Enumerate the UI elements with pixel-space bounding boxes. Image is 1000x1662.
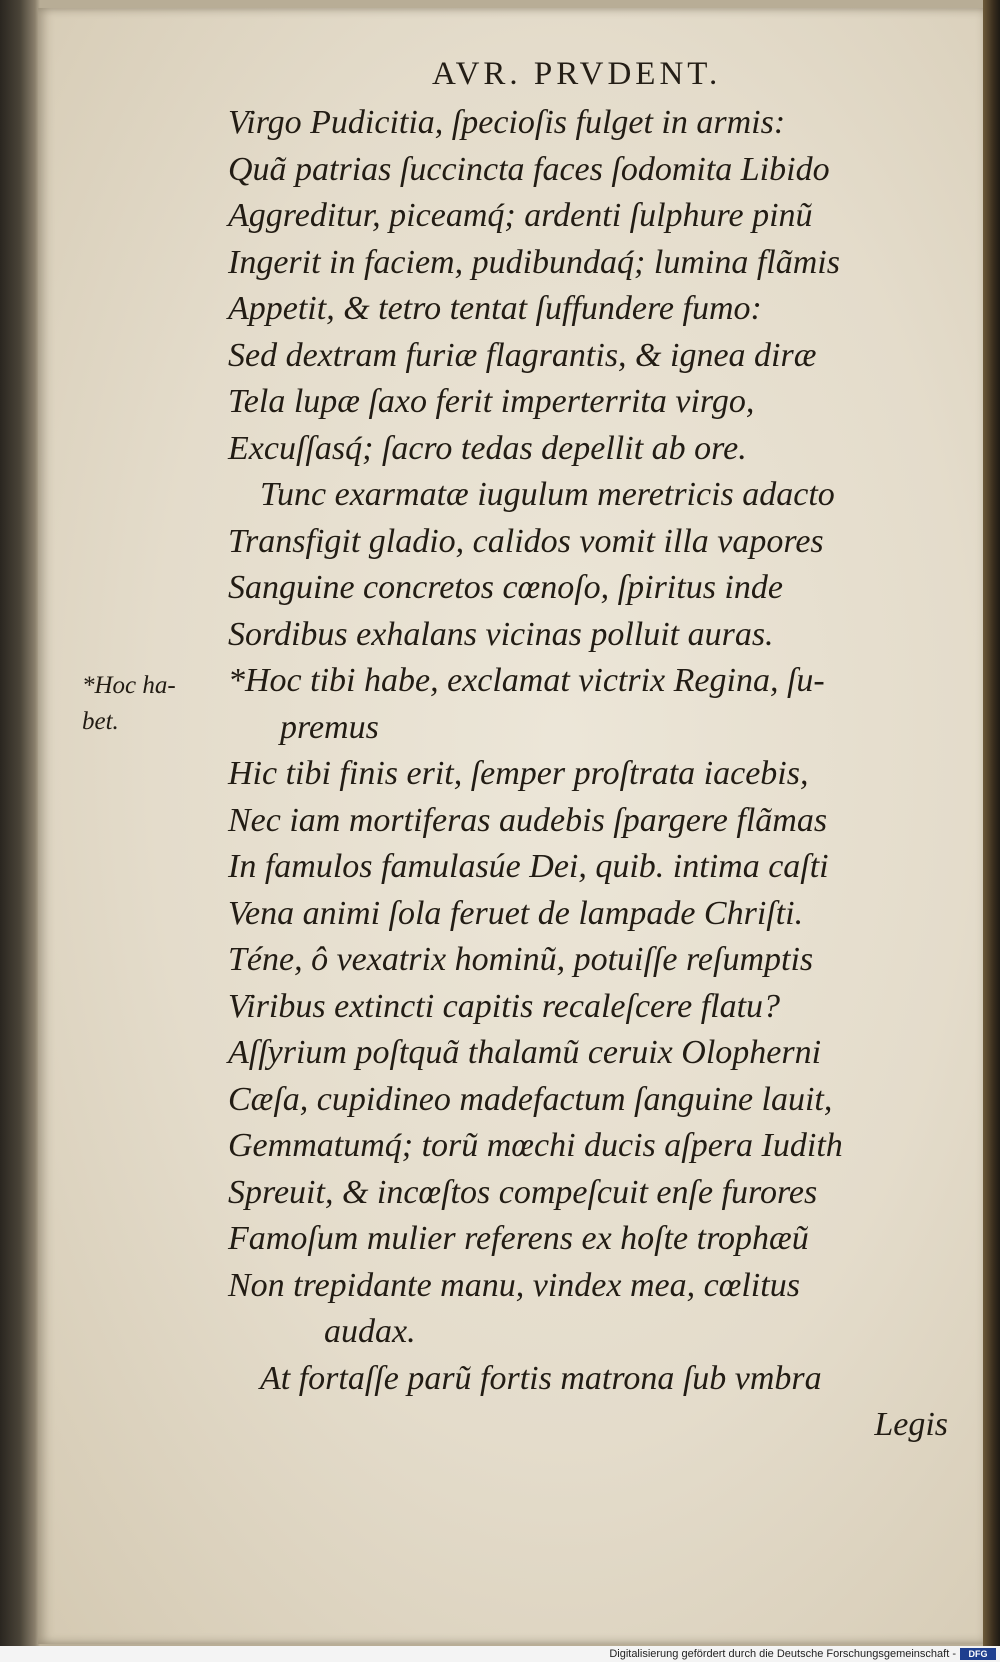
- verse-line: Vena animi ſola feruet de lampade Chriſti.: [228, 894, 804, 932]
- catchword: Legis: [874, 1406, 948, 1443]
- verse-line: In famulos famulasúe Dei, quib. intima caſti: [228, 848, 829, 885]
- verse-line: *Hoc tibi habe, exclamat victrix Regina, ſu-: [228, 662, 825, 699]
- page-edge: [983, 0, 1000, 1646]
- verse-line: Ingerit in faciem, pudibundaq́; lumina flãmis: [228, 243, 840, 281]
- verse-line: Virgo Pudicitia, ſpecioſis fulget in armis:: [228, 104, 786, 141]
- verse-line: At fortaſſe parũ fortis matrona ſub vmbra: [260, 1359, 822, 1397]
- verse-line: Gemmatumq́; torũ mœchi ducis aſpera Iudith: [228, 1127, 843, 1164]
- verse-line: Spreuit, & incœſtos compeſcuit enſe furores: [228, 1173, 818, 1211]
- verse-line: Tunc exarmatæ iugulum meretricis adacto: [260, 476, 835, 513]
- running-title: AVR. PRVDENT.: [432, 56, 722, 92]
- verse-line: Viribus extincti capitis recaleſcere flatu?: [228, 987, 781, 1025]
- verse-line: Tela lupæ ſaxo ferit imperterrita virgo,: [228, 383, 755, 420]
- dfg-logo-icon: DFG: [960, 1648, 996, 1660]
- verse-line: Nec iam mortiferas audebis ſpargere flãmas: [228, 801, 828, 839]
- verse-line: Excuſſasq́; ſacro tedas depellit ab ore.: [228, 429, 747, 467]
- funding-credit: Digitalisierung gefördert durch die Deutsche Forschungsgemeinschaft -: [609, 1648, 956, 1660]
- verse-line: Hic tibi finis erit, ſemper proſtrata iacebis,: [228, 755, 809, 792]
- verse-line: Sordibus exhalans vicinas polluit auras.: [228, 615, 774, 653]
- verse-line: audax.: [324, 1313, 416, 1350]
- verse-line: Sanguine concretos cœnoſo, ſpiritus inde: [228, 569, 783, 606]
- verse-line: Aſſyrium poſtquã thalamũ ceruix Olopherni: [228, 1034, 822, 1071]
- marginal-note-line: bet.: [82, 708, 119, 735]
- verse-line: premus: [280, 708, 379, 746]
- verse-line: Quã patrias ſuccincta faces ſodomita Libido: [228, 150, 830, 188]
- footer-bar: [0, 1646, 1000, 1662]
- verse-line: Aggreditur, piceamq́; ardenti ſulphure pinũ: [228, 197, 813, 234]
- verse-line: Téne, ô vexatrix hominũ, potuiſſe reſumptis: [228, 941, 814, 978]
- verse-text: [228, 100, 968, 1449]
- verse-line: Famoſum mulier referens ex hoſte trophæũ: [228, 1220, 809, 1257]
- verse-line: Cæſa, cupidineo madefactum ſanguine lauit,: [228, 1080, 833, 1118]
- verse-line: Sed dextram furiæ flagrantis, & ignea diræ: [228, 336, 817, 374]
- verse-line: Transfigit gladio, calidos vomit illa vapores: [228, 522, 824, 560]
- marginal-note: [82, 668, 212, 740]
- verse-line: Appetit, & tetro tentat ſuffundere fumo:: [228, 290, 762, 327]
- marginal-note-line: *Hoc ha-: [82, 672, 176, 699]
- verse-line: Non trepidante manu, vindex mea, cœlitus: [228, 1266, 800, 1304]
